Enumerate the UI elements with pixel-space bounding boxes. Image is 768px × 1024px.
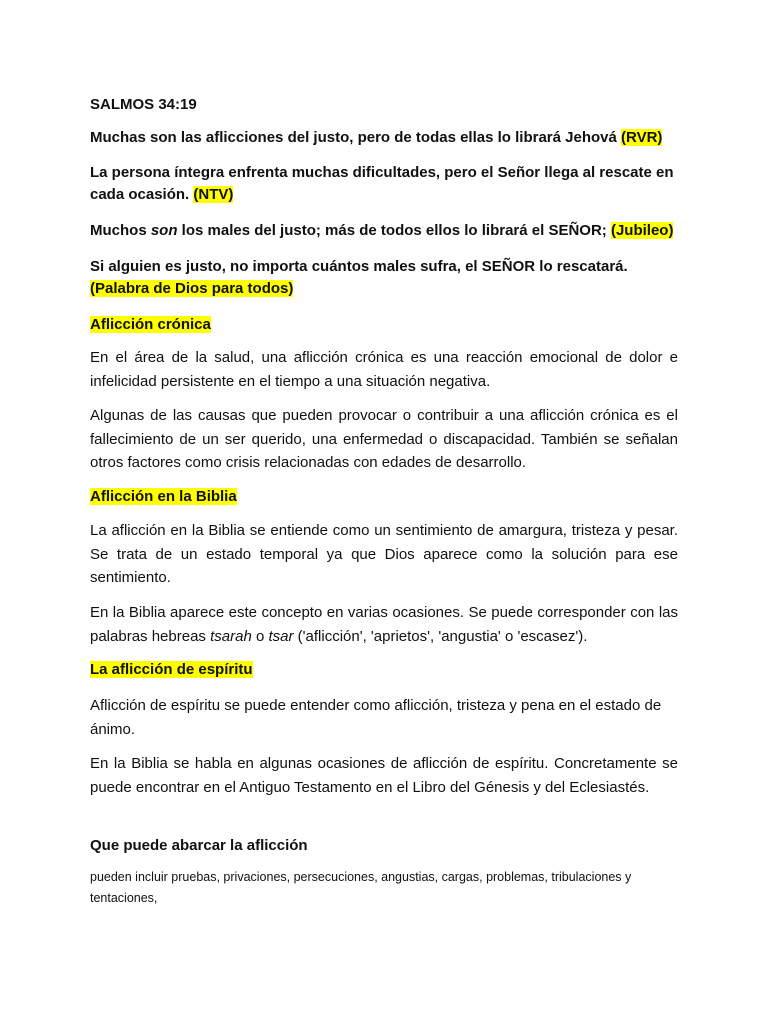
verse-ntv — [90, 162, 678, 206]
heading-text-cronica: Aflicción crónica — [90, 316, 211, 333]
version-tag-pdt: (Palabra de Dios para todos) — [90, 280, 294, 297]
paragraph-cronica-1: En el área de la salud, una aflicción crónica es una reacción emocional de dolor e infelicidad persistente en el tiempo a una situación negativa. — [90, 349, 678, 390]
verse-jubileo-text-a: Muchos — [90, 222, 151, 239]
hebrew-word-tsarah: tsarah — [210, 627, 252, 645]
heading-text-biblia: Aflicción en la Biblia — [90, 488, 237, 505]
page-title: SALMOS 34:19 — [90, 96, 197, 113]
verse-pdt — [90, 256, 678, 300]
version-tag-jubileo: (Jubileo) — [610, 222, 674, 239]
verse-jubileo-text-b: los males del justo; más de todos ellos lo librará el SEÑOR; — [177, 222, 611, 239]
paragraph-cronica-2: Algunas de las causas que pueden provocar o contribuir a una aflicción crónica es el fallecimiento de un ser querido, una enfermedad o discapacidad. También se señalan otros factores como crisis relacionadas con edades de desarrollo. — [90, 407, 678, 471]
paragraph-espiritu-1: Aflicción de espíritu se puede entender como aflicción, tristeza y pena en el estado de ánimo. — [90, 697, 662, 738]
section-heading-abarcar: Que puede abarcar la aflicción — [90, 837, 308, 854]
section-heading-biblia — [90, 486, 678, 508]
verse-jubileo-italic: son — [150, 222, 178, 239]
version-tag-rvr: (RVR) — [621, 129, 663, 146]
paragraph-biblia-2-a: En la Biblia aparece este concepto en varias ocasiones. Se puede corresponder con las palabras hebreas — [90, 604, 678, 645]
verse-jubileo — [90, 220, 678, 242]
section-heading-cronica — [90, 314, 678, 336]
verse-ntv-text: La persona íntegra enfrenta muchas dificultades, pero el Señor llega al rescate en cada ocasión. — [90, 164, 674, 203]
verse-rvr — [90, 127, 678, 149]
paragraph-biblia-1: La aflicción en la Biblia se entiende como un sentimiento de amargura, tristeza y pesar. Se trata de un estado temporal ya que Dios aparece como la solución para ese sentimiento. — [90, 522, 678, 586]
version-tag-ntv: (NTV) — [193, 186, 234, 203]
paragraph-biblia-2-b: ('aflicción', 'aprietos', 'angustia' o 'escasez'). — [293, 627, 588, 645]
paragraph-espiritu-2: En la Biblia se habla en algunas ocasiones de aflicción de espíritu. Concretamente se puede encontrar en el Antiguo Testamento en el Libro del Génesis y del Eclesiastés. — [90, 755, 678, 796]
verse-rvr-text: Muchas son las aflicciones del justo, pero de todas ellas lo librará Jehová — [90, 129, 622, 146]
paragraph-biblia-2-mid: o — [251, 627, 269, 645]
heading-text-espiritu: La aflicción de espíritu — [90, 661, 253, 678]
paragraph-biblia-2 — [90, 601, 678, 648]
verse-pdt-text: Si alguien es justo, no importa cuántos males sufra, el SEÑOR lo rescatará. — [90, 258, 628, 275]
paragraph-abarcar: pueden incluir pruebas, privaciones, persecuciones, angustias, cargas, problemas, tribulaciones y tentaciones, — [90, 870, 632, 905]
section-heading-espiritu — [90, 659, 678, 681]
hebrew-word-tsar: tsar — [268, 627, 294, 645]
